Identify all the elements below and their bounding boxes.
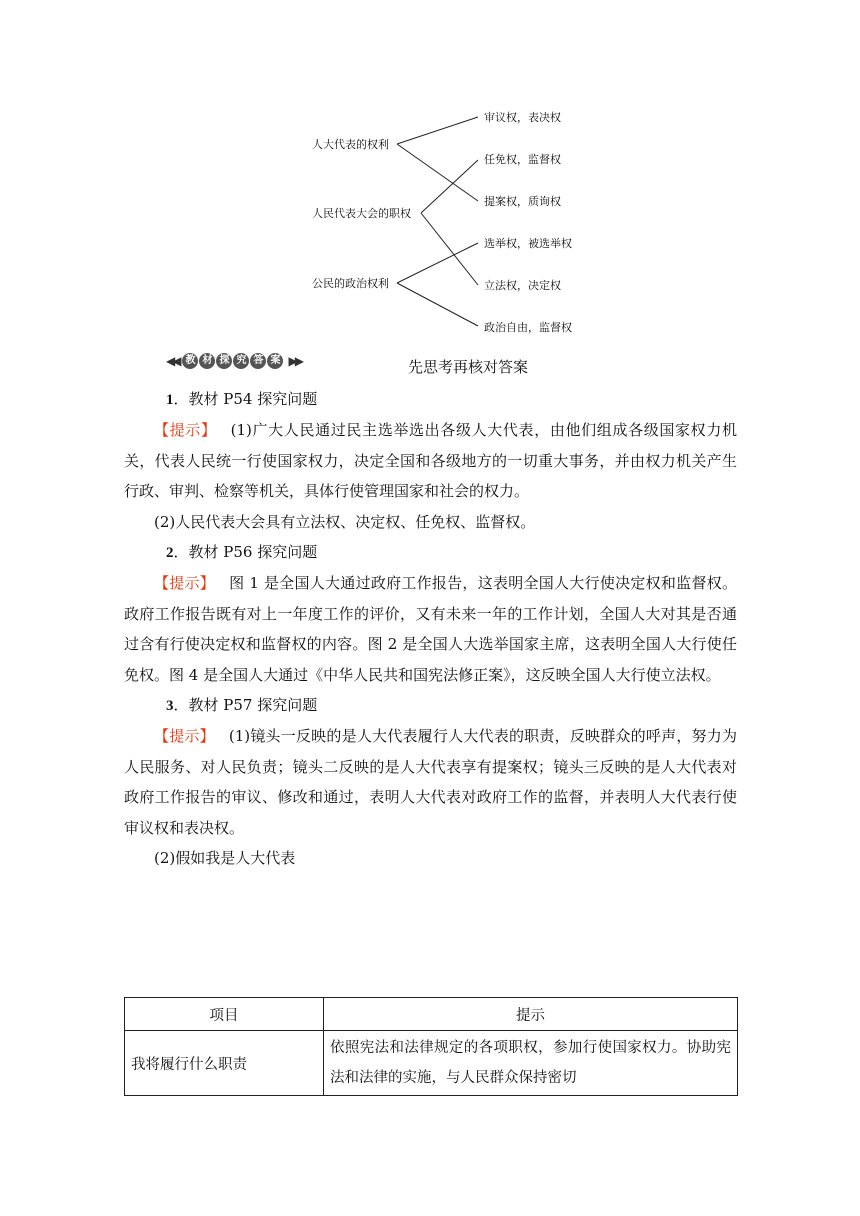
table-row xyxy=(125,1031,738,1096)
answer-table xyxy=(124,997,738,1096)
answers-content xyxy=(124,384,737,874)
diagram-link xyxy=(421,160,478,213)
banner-chars xyxy=(182,353,284,369)
diagram-right-1: 任免权，监督权 xyxy=(484,153,561,166)
table-header-hint: 提示 xyxy=(324,998,738,1031)
section-heading: 1．教材 P54 探究问题 xyxy=(166,390,318,408)
diagram-left-2: 公民的政治权利 xyxy=(312,277,389,290)
section-paragraph: 【提示】 图 1 是全国人大通过政府工作报告，这表明全国人大行使决定权和监督权。政府工作报告既有对上一年度工作的评价，又有未来一年的工作计划，全国人大对其是否通过含有行使决定权和监督权的内容。图 2 是全国人大选举国家主席，这表明全国人大行使任免权。图 4 是全国人大通过《中华人民共和国宪法修正案》，这反映全国人大行使立法权。 xyxy=(124,574,737,684)
table-cell-hint: 依照宪法和法律规定的各项职权，参加行使国家权力。协助宪法和法律的实施，与人民群众保持密切 xyxy=(324,1031,738,1096)
diagram-link xyxy=(397,144,478,201)
section-paragraph: 【提示】 (1)广大人民通过民主选举选出各级人大代表，由他们组成各级国家权力机关，代表人民统一行使国家权力，决定全国和各级地方的一切重大事务，并由权力机关产生行政、审判、检察等机关，具体行使管理国家和社会的权力。 xyxy=(124,421,737,500)
banner-char: 答 xyxy=(250,353,266,369)
banner-right-arrows-icon: ▶▶ xyxy=(288,354,301,368)
rights-matching-diagram xyxy=(0,0,860,345)
diagram-right-5: 政治自由，监督权 xyxy=(484,321,572,334)
section-heading: 3．教材 P57 探究问题 xyxy=(166,696,318,714)
table-cell-item: 我将履行什么职责 xyxy=(125,1031,324,1096)
banner-char: 案 xyxy=(267,353,283,369)
section-paragraph: 【提示】 (1)镜头一反映的是人大代表履行人大代表的职责，反映群众的呼声，努力为人民服务、对人民负责；镜头二反映的是人大代表享有提案权；镜头三反映的是人大代表对政府工作报告的审议、修改和通过，表明人大代表对政府工作的监督，并表明人大代表行使审议权和表决权。 xyxy=(124,727,737,837)
banner-char: 教 xyxy=(182,353,198,369)
section-banner xyxy=(166,352,301,370)
banner-char: 究 xyxy=(233,353,249,369)
tip-label: 【提示】 xyxy=(154,421,217,439)
diagram-link xyxy=(397,117,478,144)
diagram-link xyxy=(397,283,478,326)
banner-char: 探 xyxy=(216,353,232,369)
diagram-right-0: 审议权，表决权 xyxy=(484,111,561,124)
table-header-item: 项目 xyxy=(125,998,324,1031)
diagram-right-4: 立法权，决定权 xyxy=(484,279,561,292)
table-header-row xyxy=(125,998,738,1031)
diagram-right-3: 选举权，被选举权 xyxy=(484,237,572,250)
banner-left-arrows-icon: ◀◀ xyxy=(166,354,179,368)
section-paragraph: (2)假如我是人大代表 xyxy=(154,849,296,867)
banner-char: 材 xyxy=(199,353,215,369)
diagram-left-1: 人民代表大会的职权 xyxy=(312,207,411,220)
banner-note: 先思考再核对答案 xyxy=(408,358,529,376)
tip-label: 【提示】 xyxy=(154,574,216,592)
diagram-right-2: 提案权，质询权 xyxy=(484,195,561,208)
diagram-left-0: 人大代表的权利 xyxy=(312,138,389,151)
section-paragraph: (2)人民代表大会具有立法权、决定权、任免权、监督权。 xyxy=(154,512,536,531)
diagram-link xyxy=(397,243,478,283)
section-heading: 2．教材 P56 探究问题 xyxy=(166,543,318,561)
diagram-link xyxy=(421,213,478,285)
tip-label: 【提示】 xyxy=(154,727,215,745)
